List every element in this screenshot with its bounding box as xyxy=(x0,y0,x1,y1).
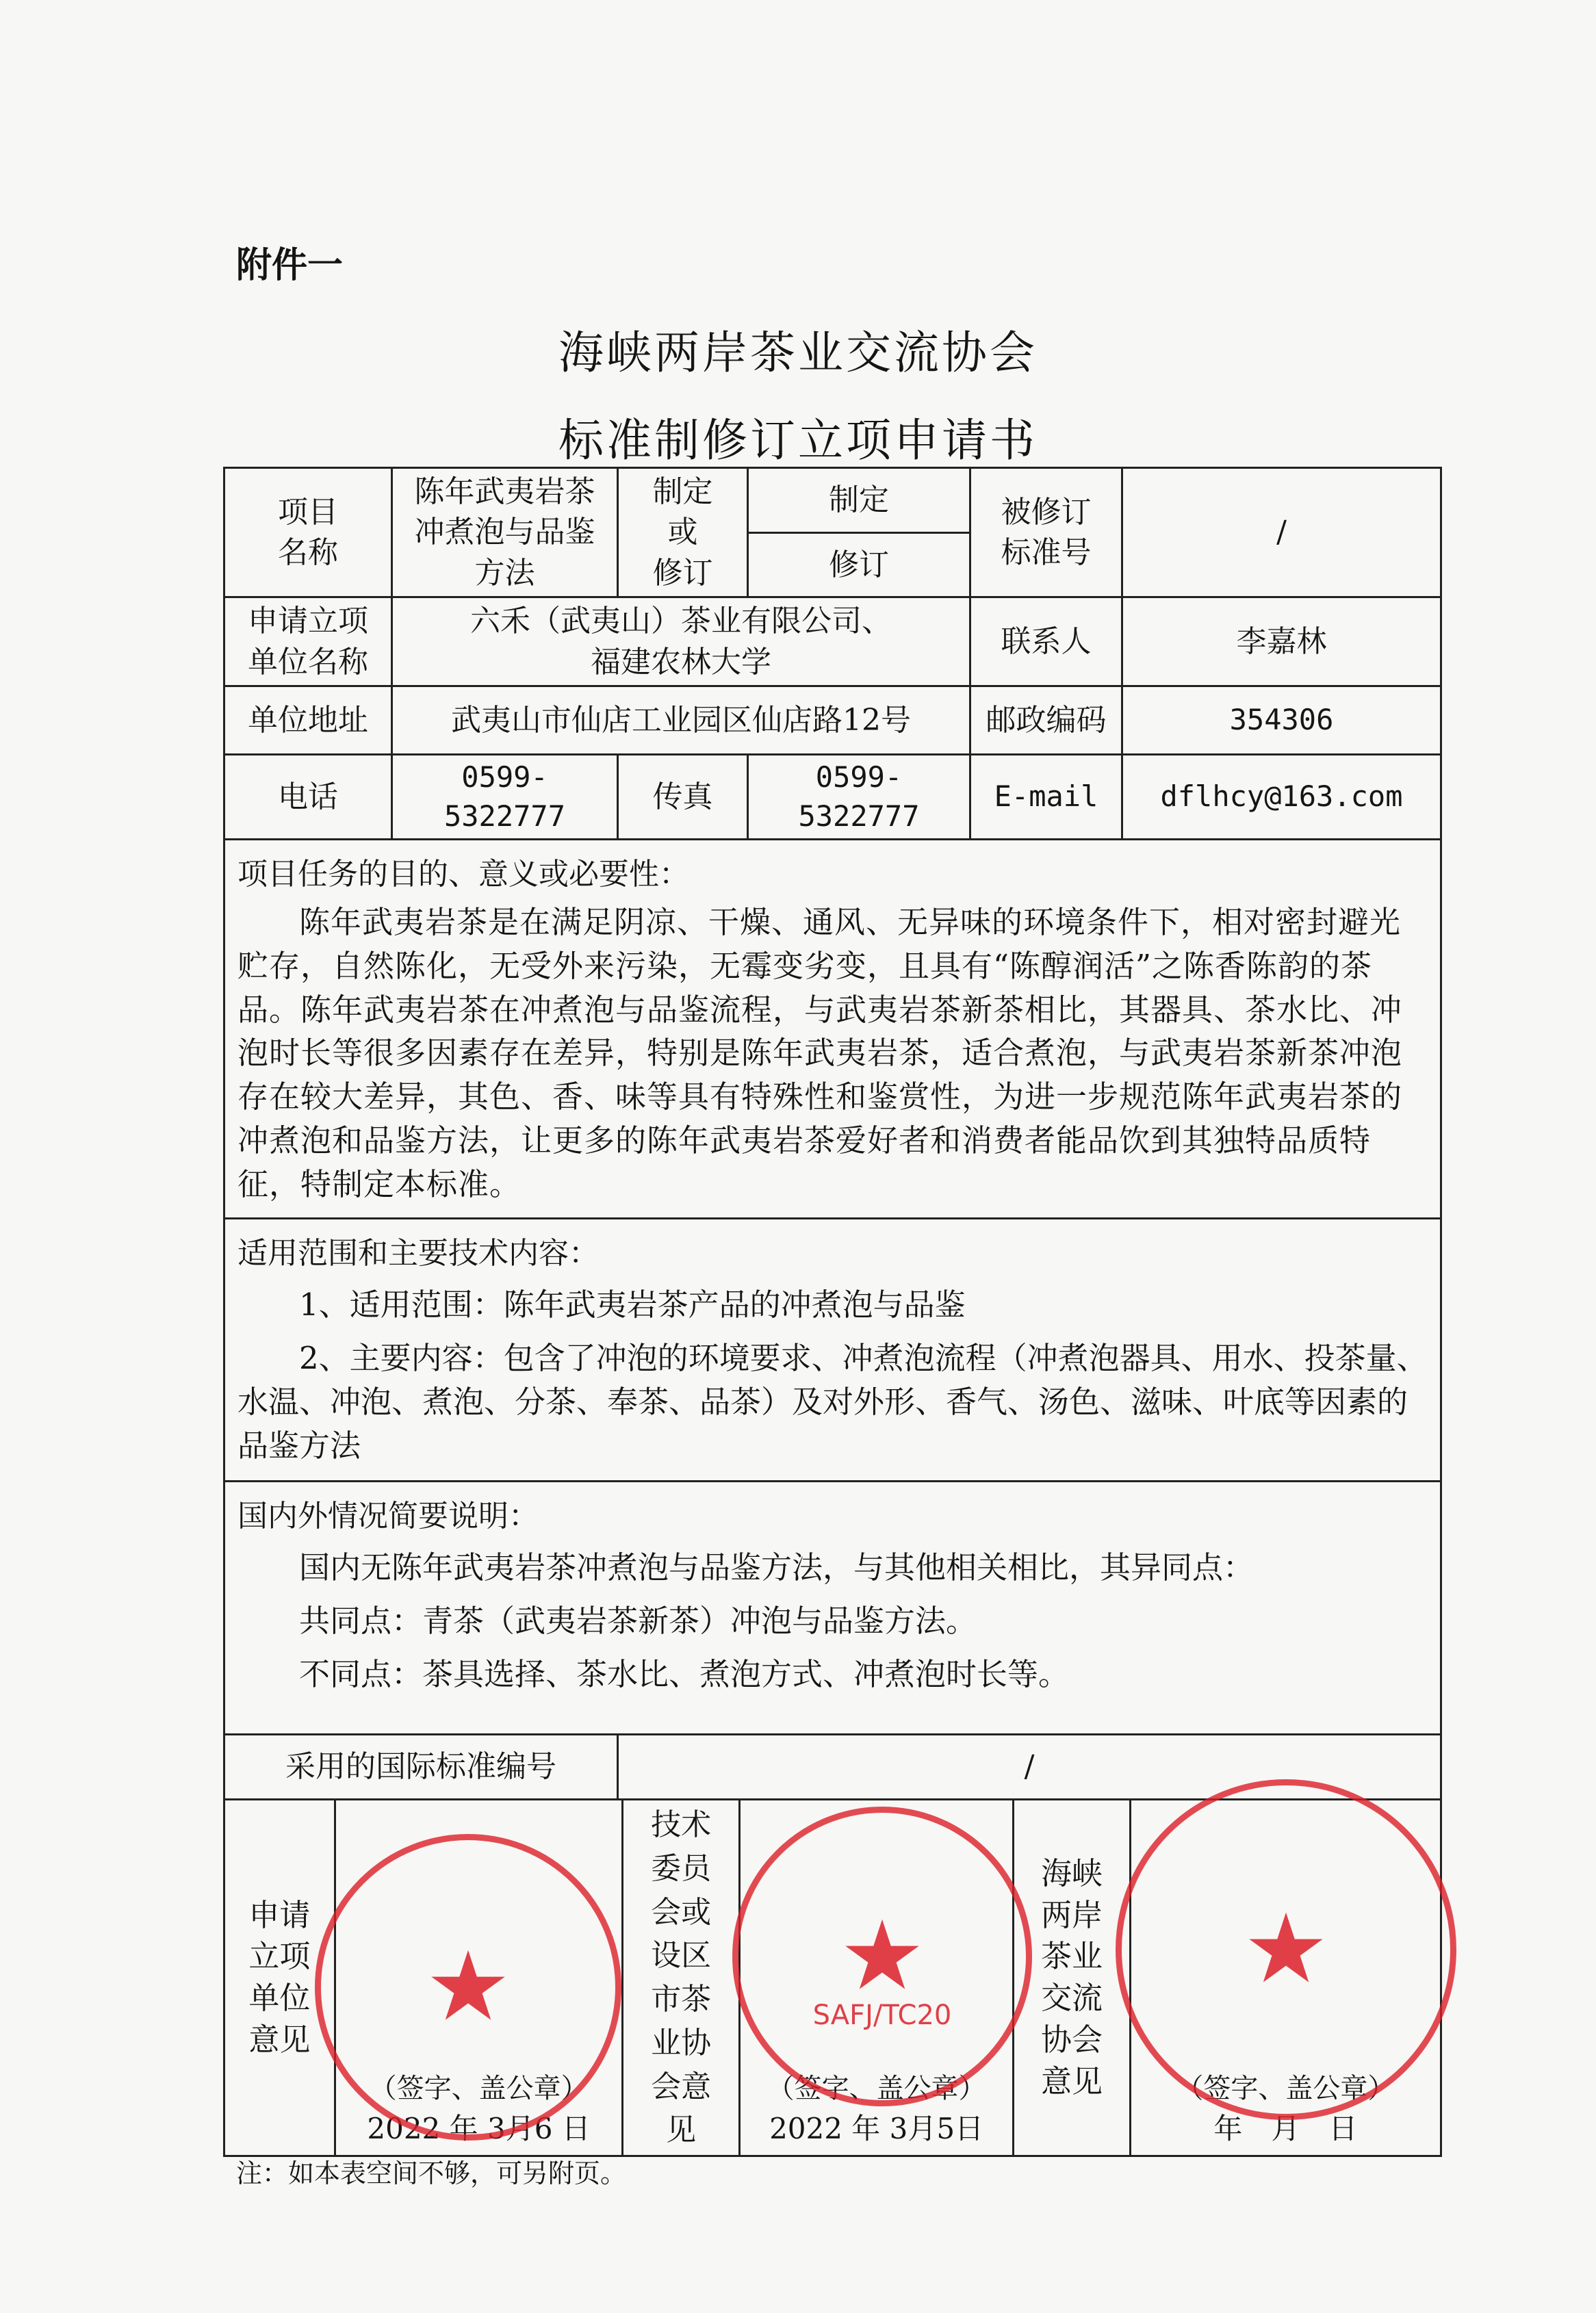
type-option-establish: 制定 xyxy=(748,468,970,533)
type-label: 制定 或 修订 xyxy=(618,468,748,597)
sign-note-3: （签字、盖公章） xyxy=(1176,2073,1395,2105)
email-label: E-mail xyxy=(970,754,1122,839)
seal-star-icon: ★ xyxy=(839,1900,925,2012)
project-name-value: 陈年武夷岩茶 冲煮泡与品鉴方法 xyxy=(392,468,618,597)
purpose-heading: 项目任务的目的、意义或必要性： xyxy=(237,857,689,892)
intl-std-label: 采用的国际标准编号 xyxy=(224,1734,618,1799)
postcode-label: 邮政编码 xyxy=(970,686,1122,754)
sign-date-3: 年 月 日 xyxy=(1213,2111,1358,2145)
type-option-revise: 修订 xyxy=(748,532,970,597)
applicant-label: 申请立项 单位名称 xyxy=(224,597,392,686)
sign-date-1: 2022 年 3月6 日 xyxy=(367,2111,591,2145)
intl-line-3: 不同点：茶具选择、茶水比、煮泡方式、冲煮泡时长等。 xyxy=(299,1656,1070,1693)
document-title-line-1: 海峡两岸茶业交流协会 xyxy=(558,326,1038,379)
seal-applicant xyxy=(315,1834,621,2141)
project-name-label: 项目 名称 xyxy=(224,468,392,597)
intl-section xyxy=(224,1481,1441,1734)
fax-value: 0599-5322777 xyxy=(748,754,970,839)
footer-note: 注：如本表空间不够，可另附页。 xyxy=(236,2158,627,2188)
scope-item-2: 2、主要内容：包含了冲泡的环境要求、冲煮泡流程（冲煮泡器具、用水、投茶量、水温、冲泡、煮泡、分茶、奉茶、品茶）及对外形、香气、汤色、滋味、叶底等因素的品鉴方法 xyxy=(237,1340,1428,1464)
scope-heading: 适用范围和主要技术内容： xyxy=(237,1235,599,1271)
intl-heading: 国内外情况简要说明： xyxy=(237,1498,539,1534)
applicant-value: 六禾（武夷山）茶业有限公司、 福建农林大学 xyxy=(392,597,970,686)
seal-star-icon: ★ xyxy=(1243,1894,1329,2005)
phone-value: 0599-5322777 xyxy=(392,754,618,839)
opinion-committee-label: 技术 委员 会或 设区 市茶 业协 会意 见 xyxy=(623,1800,739,2155)
phone-label: 电话 xyxy=(224,754,392,839)
revised-standard-label: 被修订 标准号 xyxy=(970,468,1122,597)
intl-std-value: / xyxy=(618,1734,1441,1799)
purpose-section xyxy=(224,840,1441,1219)
attachment-label: 附件一 xyxy=(236,245,344,286)
intl-line-2: 共同点：青茶（武夷岩茶新茶）冲泡与品鉴方法。 xyxy=(299,1603,977,1640)
document-title-line-2: 标准制修订立项申请书 xyxy=(558,414,1038,467)
seal-star-icon: ★ xyxy=(425,1931,511,2043)
revised-standard-value: / xyxy=(1122,468,1441,597)
scope-item-1: 1、适用范围：陈年武夷岩茶产品的冲煮泡与品鉴 xyxy=(299,1287,966,1323)
seal-association xyxy=(1116,1779,1456,2120)
sign-date-2: 2022 年 3月5日 xyxy=(769,2111,984,2145)
sign-note-2: （签字、盖公章） xyxy=(767,2073,986,2105)
contact-label: 联系人 xyxy=(970,597,1122,686)
sign-note-1: （签字、盖公章） xyxy=(369,2073,589,2105)
scope-section xyxy=(224,1218,1441,1481)
address-label: 单位地址 xyxy=(224,686,392,754)
address-value: 武夷山市仙店工业园区仙店路12号 xyxy=(392,686,970,754)
fax-label: 传真 xyxy=(618,754,748,839)
contact-value: 李嘉林 xyxy=(1122,597,1441,686)
opinion-association-label: 海峡 两岸 茶业 交流 协会 意见 xyxy=(1014,1800,1130,2155)
opinion-applicant-label: 申请 立项 单位 意见 xyxy=(225,1800,335,2155)
intl-line-1: 国内无陈年武夷岩茶冲煮泡与品鉴方法，与其他相关相比，其异同点： xyxy=(299,1549,1254,1586)
email-value: dflhcy@163.com xyxy=(1122,754,1441,839)
purpose-text: 陈年武夷岩茶是在满足阴凉、干燥、通风、无异味的环境条件下，相对密封避光贮存，自然陈化，无受外来污染，无霉变劣变，且具有“陈醇润活”之陈香陈韵的茶品。陈年武夷岩茶在冲煮泡与品鉴流程，与武夷岩茶新茶相比，其器具、茶水比、冲泡时长等很多因素存在差异，特别是陈年武夷岩茶，适合煮泡，与武夷岩茶新茶冲泡存在较大差异，其色、香、味等具有特殊性和鉴赏性，为进一步规范陈年武夷岩茶的冲煮泡和品鉴方法，让更多的陈年武夷岩茶爱好者和消费者能品饮到其独特品质特征，特制定本标准。 xyxy=(237,903,1403,1203)
postcode-value: 354306 xyxy=(1122,686,1441,754)
seal-committee xyxy=(732,1807,1032,2106)
seal-committee-code: SAFJ/TC20 xyxy=(812,2000,952,2032)
